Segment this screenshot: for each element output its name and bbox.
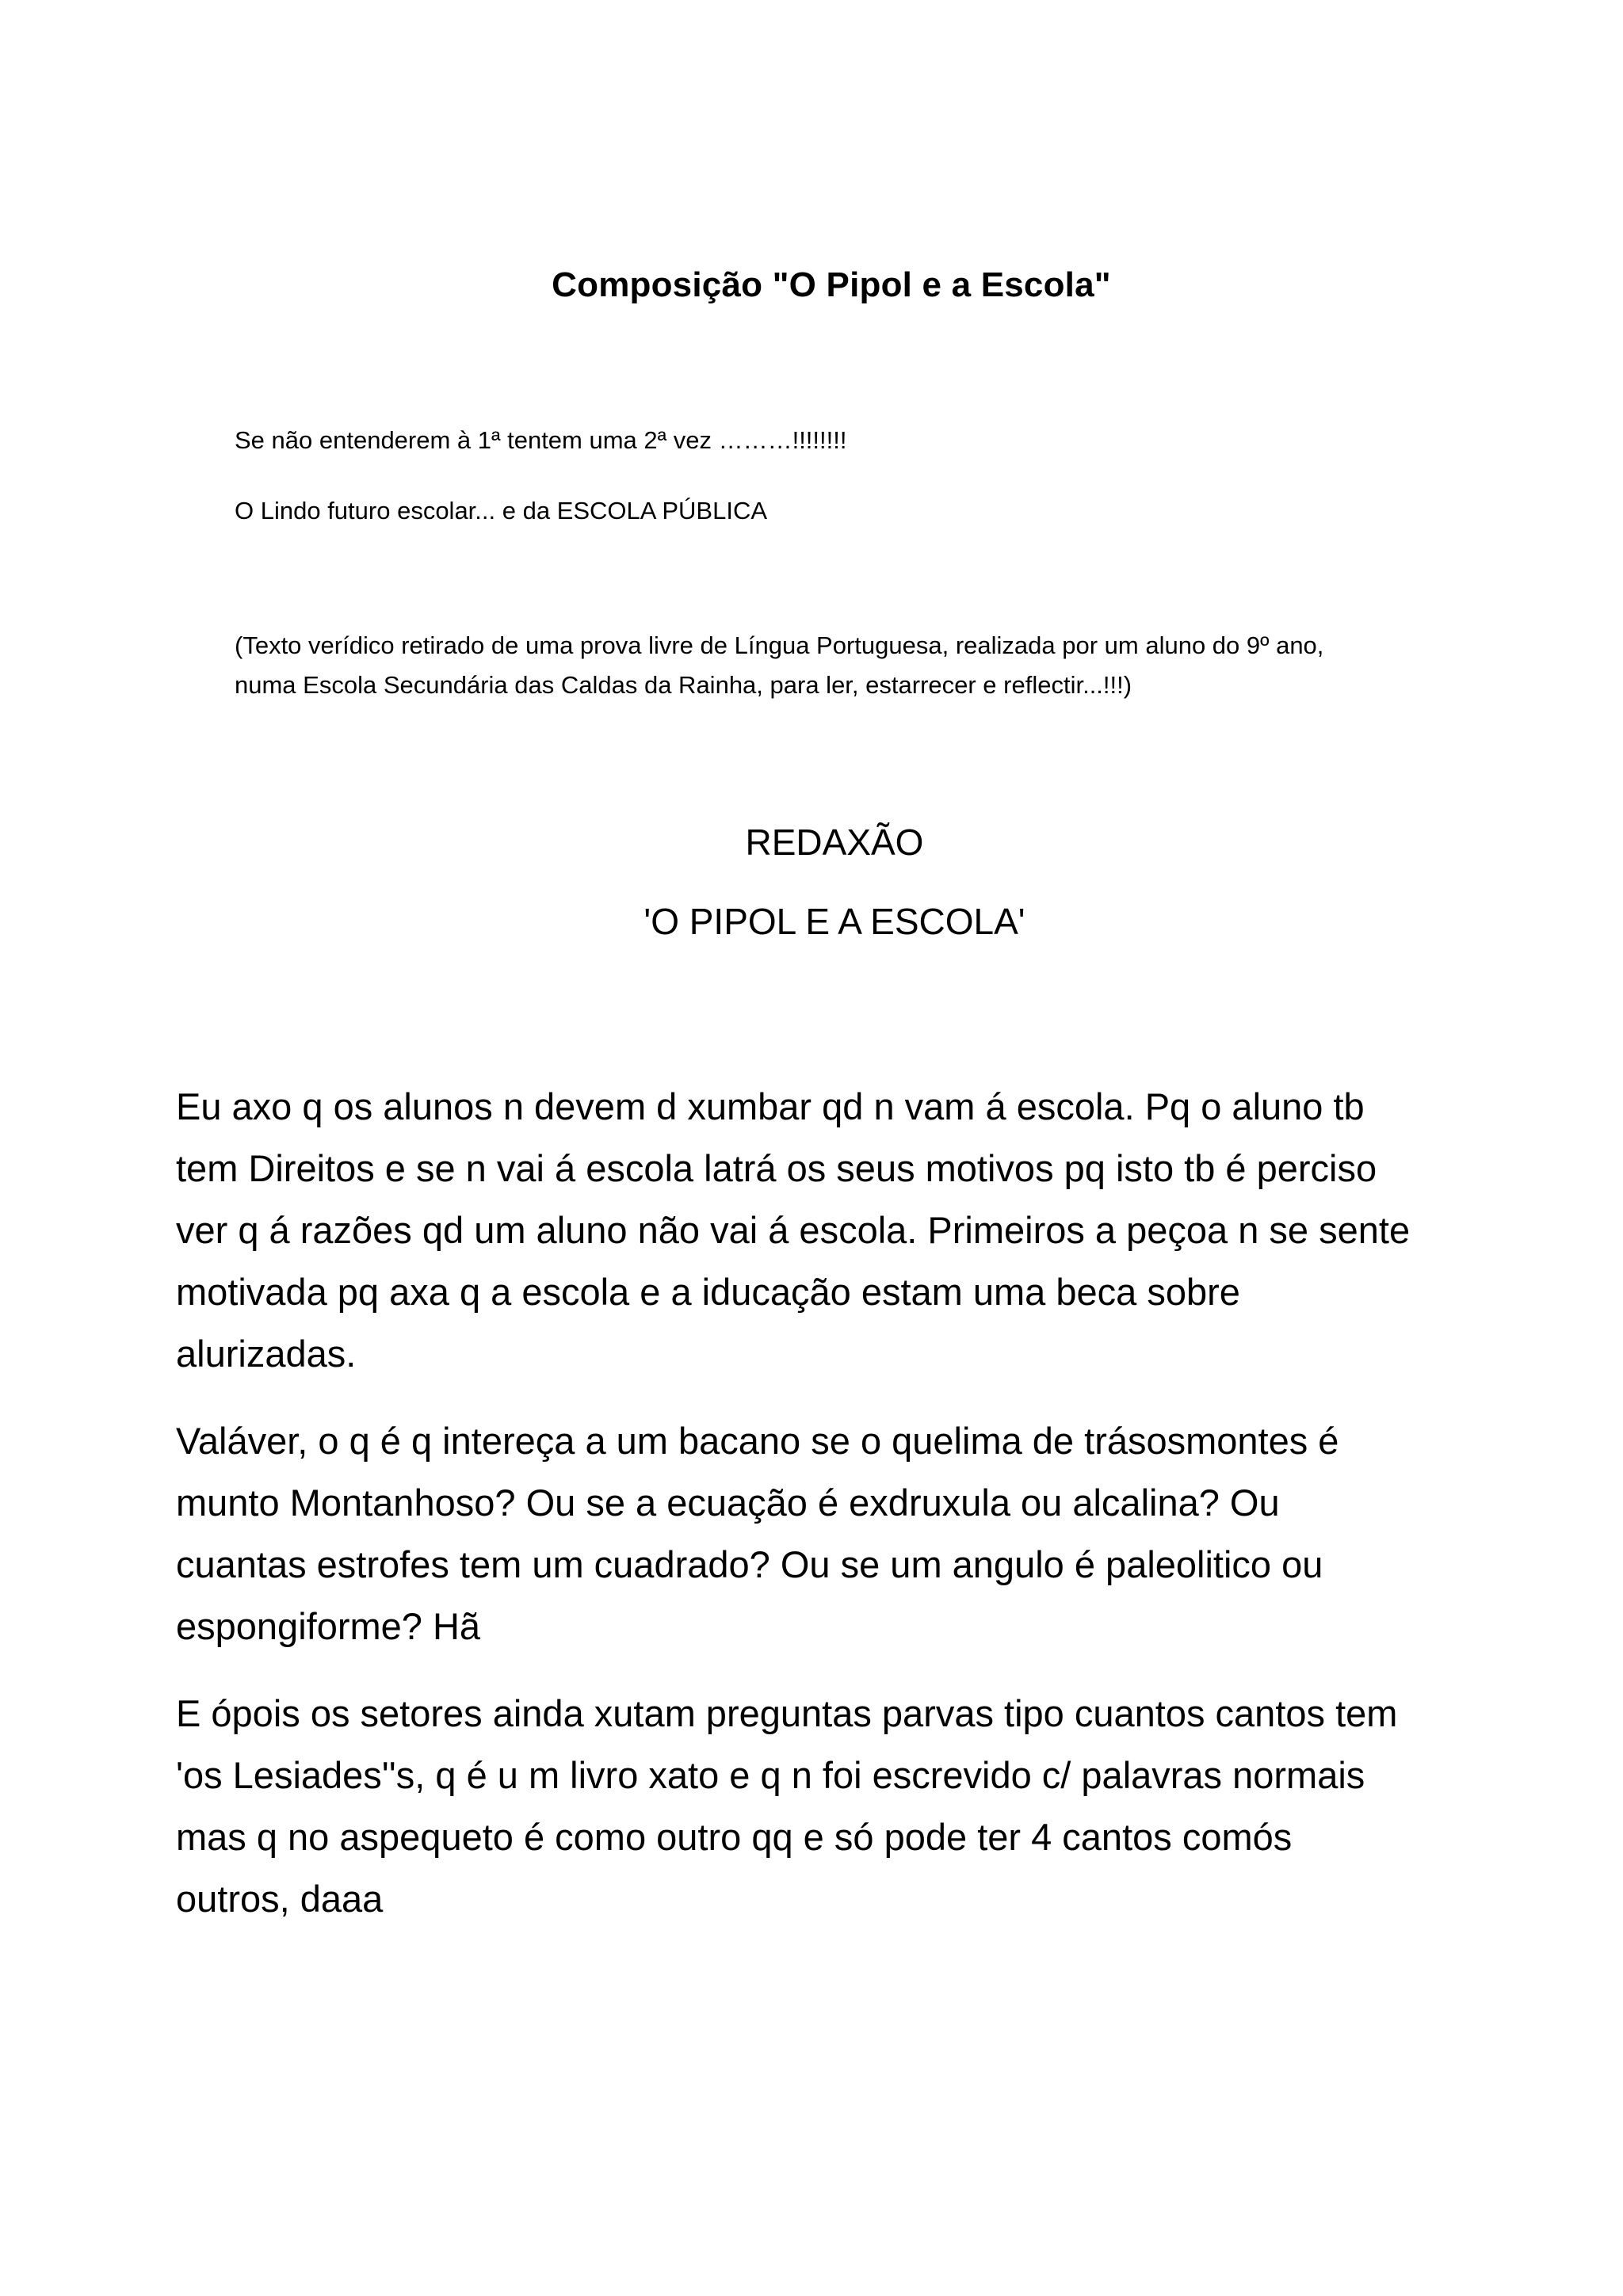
paragraph-line: Eu axo q os alunos n devem d xumbar qd n vam á escola. Pq o aluno tb [176, 1085, 1365, 1127]
essay-paragraph-2 [176, 1410, 1507, 1657]
paragraph-line: espongiforme? Hã [176, 1605, 481, 1647]
paragraph-line: alurizadas. [176, 1333, 357, 1375]
paragraph-line: E ópois os setores ainda xutam preguntas parvas tipo cuantos cantos tem [176, 1692, 1398, 1734]
intro-line-2: O Lindo futuro escolar... e da ESCOLA PÚBLICA [235, 497, 768, 524]
paragraph-line: munto Montanhoso? Ou se a ecuação é exdruxula ou alcalina? Ou [176, 1482, 1280, 1524]
paragraph-line: outros, daaa [176, 1878, 384, 1920]
paragraph-line: tem Direitos e se n vai á escola latrá os seus motivos pq isto tb é perciso [176, 1147, 1377, 1189]
paragraph-line: ver q á razões qd um aluno não vai á escola. Primeiros a peçoa n se sente [176, 1209, 1411, 1251]
authenticity-note [235, 626, 1495, 705]
intro-line-1: Se não entenderem à 1ª tentem uma 2ª vez ………!!!!!!!! [235, 426, 847, 454]
paragraph-line: 'os Lesiades''s, q é u m livro xato e q n foi escrevido c/ palavras normais [176, 1754, 1365, 1796]
document-title: Composição "O Pipol e a Escola" [552, 265, 1111, 304]
paragraph-line: Valáver, o q é q intereça a um bacano se o quelima de trásosmontes é [176, 1420, 1339, 1462]
essay-paragraph-1 [176, 1076, 1507, 1385]
paragraph-line: cuantas estrofes tem um cuadrado? Ou se um angulo é paleolitico ou [176, 1543, 1323, 1585]
note-line: numa Escola Secundária das Caldas da Rainha, para ler, estarrecer e reflectir...!!!) [235, 671, 1132, 699]
essay-subtitle: 'O PIPOL E A ESCOLA' [643, 901, 1025, 942]
paragraph-line: motivada pq axa q a escola e a iducação estam uma beca sobre [176, 1271, 1240, 1313]
paragraph-line: mas q no aspequeto é como outro qq e só pode ter 4 cantos comós [176, 1816, 1293, 1858]
essay-heading: REDAXÃO [745, 822, 924, 863]
note-line: (Texto verídico retirado de uma prova livre de Língua Portuguesa, realizada por um aluno do 9º ano, [235, 631, 1324, 659]
essay-paragraph-3 [176, 1683, 1507, 1930]
